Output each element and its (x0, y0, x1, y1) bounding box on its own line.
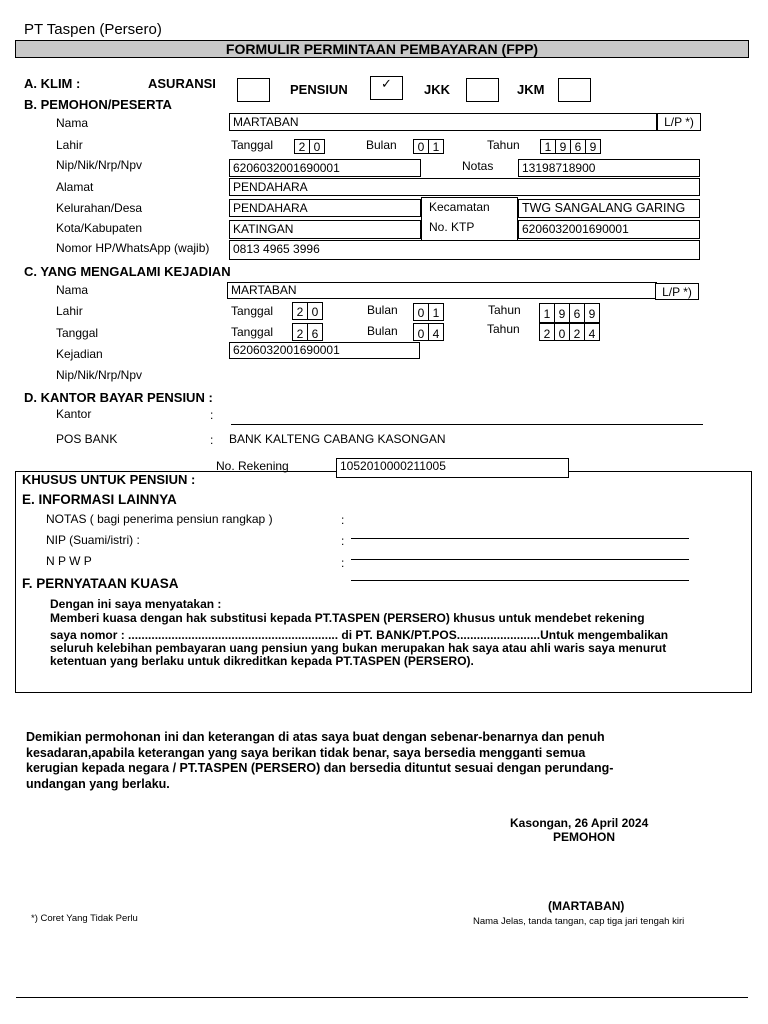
bottom-divider (16, 997, 748, 998)
c-lahir-tahun-digits[interactable] (540, 303, 600, 323)
c-kejadian-label: Kejadian (56, 347, 103, 361)
signer-name: (MARTABAN) (548, 899, 625, 913)
b-lahir-label: Lahir (56, 138, 83, 152)
check-mark-icon: ✓ (381, 76, 392, 91)
checkbox-jkm[interactable] (558, 78, 591, 102)
b-ktp-field[interactable]: 6206032001690001 (518, 220, 700, 239)
b-kec-field[interactable]: TWG SANGALANG GARING (518, 199, 700, 218)
digit: 1 (428, 139, 444, 154)
section-d-title: D. KANTOR BAYAR PENSIUN : (24, 390, 213, 405)
declaration-paragraph (26, 730, 613, 792)
d-pos-bank-value[interactable]: BANK KALTENG CABANG KASONGAN (229, 432, 446, 446)
digit: 6 (570, 139, 586, 154)
digit: 9 (554, 303, 570, 323)
c-nip-field[interactable]: 6206032001690001 (229, 342, 420, 359)
b-nama-label: Nama (56, 116, 89, 130)
footnote: *) Coret Yang Tidak Perlu (31, 913, 138, 924)
pemohon-label: PEMOHON (553, 830, 616, 844)
b-kota-field[interactable]: KATINGAN (229, 220, 421, 239)
b-tanggal-label: Tanggal (231, 138, 274, 152)
digit: 2 (292, 323, 308, 341)
digit: 0 (307, 302, 323, 320)
section-a-label: A. KLIM : (24, 76, 81, 91)
declaration-line: undangan yang berlaku. (26, 776, 170, 791)
checkbox-asuransi[interactable] (237, 78, 270, 102)
c-kej-tanggal-digits[interactable] (293, 323, 323, 341)
c-kej-tahun-digits[interactable] (540, 323, 600, 341)
e-npwp-label: N P W P (46, 554, 92, 568)
b-kota-label: Kota/Kabupaten (56, 221, 143, 235)
d-kantor-label: Kantor (56, 407, 92, 421)
form-title-bar (15, 40, 749, 58)
e-npwp-colon: : (341, 556, 345, 570)
digit: 0 (554, 323, 570, 341)
section-c-title: C. YANG MENGALAMI KEJADIAN (24, 264, 231, 279)
e-nip-colon: : (341, 534, 345, 548)
digit: 1 (540, 139, 556, 154)
digit: 9 (555, 139, 571, 154)
c-lahir-bulan-digits[interactable] (414, 303, 444, 321)
d-rek-label: No. Rekening (216, 459, 289, 473)
company-name: PT Taspen (Persero) (24, 21, 162, 38)
c-nip-label: Nip/Nik/Nrp/Npv (56, 368, 143, 382)
digit: 9 (585, 139, 601, 154)
b-notas-label: Notas (462, 159, 494, 173)
b-kec-label: Kecamatan (429, 200, 490, 214)
declaration-line: Demikian permohonan ini dan keterangan di atas saya buat dengan sebenar-benarnya dan penuh (26, 730, 605, 744)
form-title: FORMULIR PERMINTAAN PEMBAYARAN (FPP) (225, 41, 539, 57)
b-ktp-label: No. KTP (429, 220, 475, 234)
digit: 0 (413, 139, 429, 154)
option-jkk-label: JKK (424, 82, 451, 97)
d-kantor-colon: : (210, 408, 214, 422)
digit: 6 (307, 323, 323, 341)
c-lahir-tanggal-digits[interactable] (293, 302, 323, 320)
digit: 6 (569, 303, 585, 323)
b-tahun-label: Tahun (487, 138, 520, 152)
b-tanggal-digits[interactable] (295, 139, 325, 154)
checkbox-jkk[interactable] (466, 78, 499, 102)
e-nip-label: NIP (Suami/istri) : (46, 533, 140, 547)
b-nama-field[interactable]: MARTABAN (229, 113, 657, 131)
digit: 2 (539, 323, 555, 341)
c-kej-tahun-label: Tahun (487, 322, 520, 336)
d-kantor-line[interactable] (231, 424, 703, 425)
f-line2: Memberi kuasa dengan hak substitusi kepada PT.TASPEN (PERSERO) khusus untuk mendebet rekening (50, 611, 645, 625)
e-nip-line[interactable] (351, 559, 689, 560)
b-kel-field[interactable]: PENDAHARA (229, 199, 421, 217)
khusus-title: KHUSUS UNTUK PENSIUN : (22, 472, 196, 487)
b-tahun-digits[interactable] (541, 139, 601, 154)
b-nip-field[interactable]: 6206032001690001 (229, 159, 421, 177)
f-line5: ketentuan yang berlaku untuk dikreditkan kepada PT.TASPEN (PERSERO). (50, 654, 474, 668)
b-hp-label: Nomor HP/WhatsApp (wajib) (56, 241, 210, 255)
c-nama-label: Nama (56, 283, 89, 297)
place-date: Kasongan, 26 April 2024 (510, 816, 649, 830)
b-kel-label: Kelurahan/Desa (56, 201, 143, 215)
b-notas-field[interactable]: 13198718900 (518, 159, 700, 177)
digit: 4 (428, 323, 444, 341)
option-asuransi-label: ASURANSI (148, 76, 216, 91)
section-f-title: F. PERNYATAAN KUASA (22, 576, 179, 591)
digit: 0 (309, 139, 325, 154)
digit: 4 (584, 323, 600, 341)
b-alamat-field[interactable]: PENDAHARA (229, 178, 700, 196)
f-line1: Dengan ini saya menyatakan : (50, 597, 222, 611)
c-nama-field[interactable]: MARTABAN (227, 282, 657, 299)
signer-note: Nama Jelas, tanda tangan, cap tiga jari tengah kiri (473, 916, 685, 927)
b-bulan-label: Bulan (366, 138, 397, 152)
b-hp-field[interactable]: 0813 4965 3996 (229, 240, 700, 260)
c-lahir-bulan-label: Bulan (367, 303, 398, 317)
d-rek-field[interactable]: 1052010000211005 (336, 458, 569, 478)
b-kec-ktp-box (421, 197, 518, 241)
digit: 1 (539, 303, 555, 323)
option-jkm-label: JKM (517, 82, 545, 97)
c-tanggal-kejadian-label: Tanggal (56, 326, 99, 340)
digit: 0 (413, 303, 429, 321)
digit: 0 (413, 323, 429, 341)
digit: 2 (292, 302, 308, 320)
c-kej-bulan-digits[interactable] (414, 323, 444, 341)
declaration-line: kesadaran,apabila keterangan yang saya berikan tidak benar, saya bersedia mengganti semua (26, 745, 586, 760)
c-lp-field[interactable]: L/P *) (655, 283, 699, 300)
b-nip-label: Nip/Nik/Nrp/Npv (56, 158, 143, 172)
digit: 2 (294, 139, 310, 154)
section-b-title: B. PEMOHON/PESERTA (24, 97, 172, 112)
b-alamat-label: Alamat (56, 180, 94, 194)
e-notas-label: NOTAS ( bagi penerima pensiun rangkap ) (46, 512, 273, 526)
c-lahir-tahun-label: Tahun (488, 303, 521, 317)
e-npwp-line[interactable] (351, 580, 689, 581)
b-lp-field[interactable]: L/P *) (657, 113, 701, 131)
d-pos-bank-colon: : (210, 433, 214, 447)
f-line3: saya nomor : ............................................................... di PT. BANK/PT.POS.........................Untuk mengembalikan (50, 628, 669, 642)
b-bulan-digits[interactable] (414, 139, 444, 154)
c-lahir-label: Lahir (56, 304, 83, 318)
d-pos-bank-label: POS BANK (56, 432, 118, 446)
declaration-line: kerugian kepada negara / PT.TASPEN (PERSERO) dan bersedia dituntut sesuai dengan perundang- (26, 761, 614, 775)
e-notas-colon: : (341, 513, 345, 527)
c-kej-bulan-label: Bulan (367, 324, 398, 338)
digit: 1 (428, 303, 444, 321)
e-notas-line[interactable] (351, 538, 689, 539)
digit: 2 (569, 323, 585, 341)
digit: 9 (584, 303, 600, 323)
c-lahir-tanggal-label: Tanggal (231, 304, 274, 318)
f-line4: seluruh kelebihan pembayaran uang pensiun yang bukan merupakan hak saya atau ahli waris saya menurut (50, 641, 667, 655)
section-e-title: E. INFORMASI LAINNYA (22, 492, 177, 507)
checkbox-pensiun[interactable] (370, 76, 403, 100)
option-pensiun-label: PENSIUN (290, 82, 348, 97)
c-kej-tanggal-label: Tanggal (231, 325, 274, 339)
